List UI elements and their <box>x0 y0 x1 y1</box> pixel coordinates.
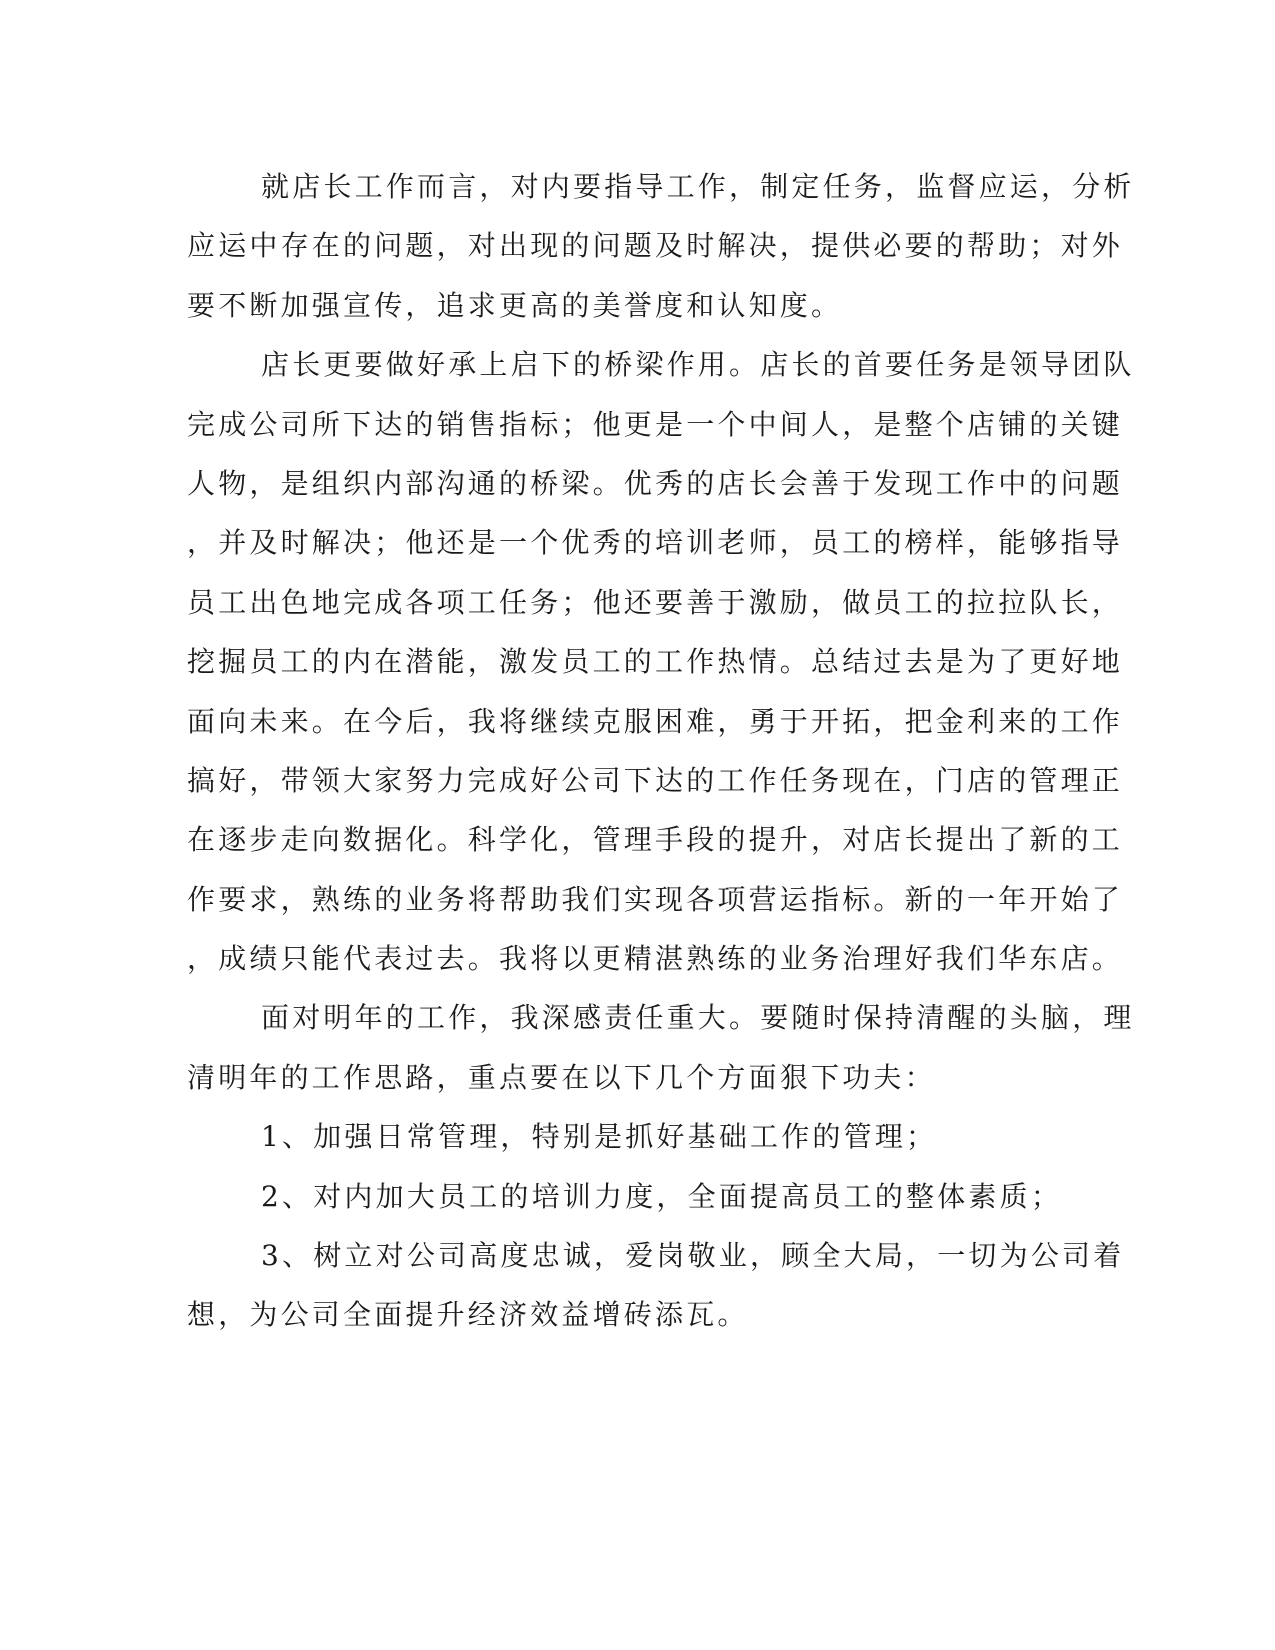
text-line: 挖掘员工的内在潜能，激发员工的工作热情。总结过去是为了更好地 <box>187 645 1124 679</box>
text-line: 在逐步走向数据化。科学化，管理手段的提升，对店长提出了新的工 <box>187 823 1124 857</box>
text-line: 完成公司所下达的销售指标；他更是一个中间人，是整个店铺的关键 <box>187 407 1124 441</box>
text-line: 1、加强日常管理，特别是抓好基础工作的管理； <box>261 1120 938 1154</box>
paragraph-next-year-work <box>187 988 1135 1107</box>
text-line: ，成绩只能代表过去。我将以更精湛熟练的业务治理好我们华东店。 <box>187 942 1124 976</box>
text-line: 面对明年的工作，我深感责任重大。要随时保持清醒的头脑，理 <box>261 1001 1135 1035</box>
text-line: 作要求，熟练的业务将帮助我们实现各项营运指标。新的一年开始了 <box>187 882 1124 916</box>
document-body <box>187 157 1135 1345</box>
text-line: 员工出色地完成各项工任务；他还要善于激励，做员工的拉拉队长， <box>187 585 1124 619</box>
list-item-3 <box>187 1226 1125 1345</box>
text-line: ，并及时解决；他还是一个优秀的培训老师，员工的榜样，能够指导 <box>187 526 1124 560</box>
text-line: 2、对内加大员工的培训力度，全面提高员工的整体素质； <box>261 1179 1063 1213</box>
paragraph-store-manager-duties <box>187 157 1135 335</box>
text-line: 要不断加强宣传，追求更高的美誉度和认知度。 <box>187 288 843 322</box>
list-item-1 <box>187 1107 1067 1166</box>
text-line: 就店长工作而言，对内要指导工作，制定任务，监督应运，分析 <box>261 170 1135 203</box>
text-line: 应运中存在的问题，对出现的问题及时解决，提供必要的帮助；对外 <box>187 229 1124 263</box>
text-line: 想，为公司全面提升经济效益增砖添瓦。 <box>187 1298 749 1332</box>
paragraph-store-manager-role <box>187 335 1135 988</box>
text-line: 店长更要做好承上启下的桥梁作用。店长的首要任务是领导团队 <box>261 348 1135 382</box>
text-line: 人物，是组织内部沟通的桥梁。优秀的店长会善于发现工作中的问题 <box>187 466 1124 500</box>
text-line: 搞好，带领大家努力完成好公司下达的工作任务现在，门店的管理正 <box>187 763 1124 797</box>
text-line: 清明年的工作思路，重点要在以下几个方面狠下功夫： <box>187 1060 936 1094</box>
list-item-2 <box>187 1167 1067 1226</box>
text-line: 面向未来。在今后，我将继续克服困难，勇于开拓，把金利来的工作 <box>187 704 1124 738</box>
text-line: 3、树立对公司高度忠诚，爱岗敬业，顾全大局，一切为公司着 <box>261 1239 1125 1273</box>
